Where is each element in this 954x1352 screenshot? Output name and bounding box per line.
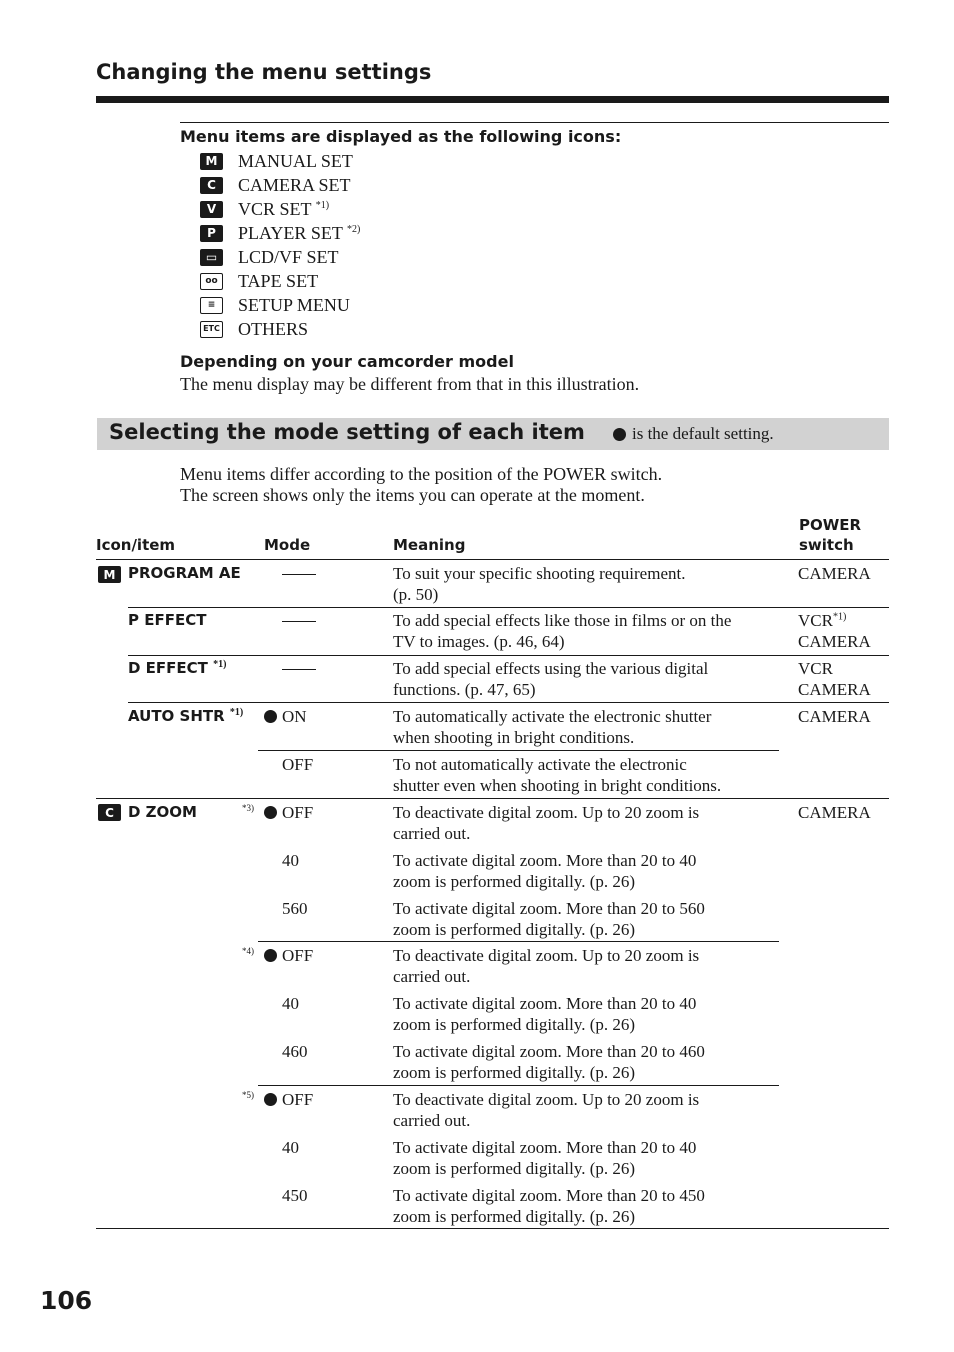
item-label-text: AUTO SHTR [128, 707, 225, 725]
meaning-text: (p. 50) [393, 585, 439, 604]
icon-label: OTHERS [238, 318, 309, 339]
col-header-mode: Mode [264, 536, 311, 554]
lcd-vf-set-icon: ▭ [200, 249, 223, 266]
model-note: The menu display may be different from that in this illustration. [180, 374, 640, 394]
table-rule [96, 559, 889, 560]
icon-row-others [200, 317, 308, 341]
default-dot-icon [613, 428, 626, 441]
col-header-meaning: Meaning [393, 536, 466, 554]
mode-value [264, 945, 313, 966]
power-switch: CAMERA [798, 632, 871, 651]
power-switch: VCR [798, 659, 833, 678]
mode-text: ON [282, 707, 307, 726]
section-header-bar [97, 418, 889, 450]
default-note-text: is the default setting. [632, 424, 774, 443]
section-title: Selecting the mode setting of each item [109, 420, 585, 444]
meaning-text: To suit your specific shooting requirement. [393, 564, 686, 583]
meaning-text: To add special effects using the various digital [393, 659, 709, 678]
icon-label: MANUAL SET [238, 150, 353, 171]
item-label [128, 658, 226, 679]
icon-label-text: VCR SET [238, 198, 312, 219]
meaning-text: carried out. [393, 1111, 471, 1130]
mode-value: 460 [282, 1042, 308, 1061]
meaning-text: To add special effects like those in films or on the [393, 611, 732, 630]
table-rule [258, 1085, 779, 1086]
meaning-text: To activate digital zoom. More than 20 to 40 [393, 1138, 697, 1157]
meaning-text: To not automatically activate the electronic [393, 755, 687, 774]
meaning-text: zoom is performed digitally. (p. 26) [393, 1015, 636, 1034]
icon-label: SETUP MENU [238, 294, 350, 315]
power-switch: CAMERA [798, 707, 871, 726]
table-rule [96, 1228, 889, 1229]
footnote-mark: *1) [213, 659, 227, 670]
manual-set-icon: M [98, 566, 121, 583]
model-heading: Depending on your camcorder model [180, 352, 514, 371]
mode-text: OFF [282, 1090, 314, 1109]
item-label: PROGRAM AE [128, 564, 241, 582]
meaning-text: To activate digital zoom. More than 20 to 560 [393, 899, 705, 918]
meaning-text: To automatically activate the electronic shutter [393, 707, 712, 726]
default-dot-icon [264, 949, 277, 962]
icon-label-text: PLAYER SET [238, 222, 343, 243]
camera-set-icon: C [200, 177, 223, 194]
meaning-text: zoom is performed digitally. (p. 26) [393, 872, 636, 891]
default-dot-icon [264, 710, 277, 723]
meaning-text: To activate digital zoom. More than 20 to 40 [393, 994, 697, 1013]
mode-dash [282, 669, 316, 670]
mode-text: OFF [282, 803, 314, 822]
footnote-mark: *4) [242, 946, 254, 956]
meaning-text: To deactivate digital zoom. Up to 20 zoom is [393, 946, 700, 965]
mode-value [264, 802, 313, 823]
default-note [613, 424, 774, 444]
meaning-text: carried out. [393, 824, 471, 843]
footnote-mark: *5) [242, 1090, 254, 1100]
mode-value: OFF [282, 755, 314, 774]
table-rule [128, 607, 889, 608]
col-header-power: POWER [799, 516, 862, 534]
mode-value: 450 [282, 1186, 308, 1205]
table-rule [96, 798, 889, 799]
item-label [128, 706, 243, 727]
meaning-text: carried out. [393, 967, 471, 986]
meaning-text: zoom is performed digitally. (p. 26) [393, 1063, 636, 1082]
icon-row-lcd-vf-set [200, 245, 339, 269]
mode-text: OFF [282, 946, 314, 965]
icon-label [238, 199, 329, 220]
manual-set-icon: M [200, 153, 223, 170]
meaning-text: functions. (p. 47, 65) [393, 680, 536, 699]
meaning-text: To activate digital zoom. More than 20 to 450 [393, 1186, 705, 1205]
vcr-set-icon: V [200, 201, 223, 218]
icon-row-manual-set [200, 149, 353, 173]
intro-line: The screen shows only the items you can operate at the moment. [180, 485, 645, 505]
mode-value [264, 1089, 313, 1110]
default-dot-icon [264, 1093, 277, 1106]
intro-line: Menu items differ according to the position of the POWER switch. [180, 464, 663, 484]
power-switch: CAMERA [798, 564, 871, 583]
table-rule [258, 750, 779, 751]
footnote-mark: *2) [347, 223, 361, 235]
page-number: 106 [40, 1286, 93, 1315]
menu-icons-box [180, 122, 889, 339]
others-icon: ETC [200, 321, 223, 338]
meaning-text: zoom is performed digitally. (p. 26) [393, 920, 636, 939]
camera-set-icon: C [98, 804, 121, 821]
item-label-text: D EFFECT [128, 659, 208, 677]
meaning-text: shutter even when shooting in bright conditions. [393, 776, 722, 795]
icon-row-player-set [200, 221, 360, 245]
meaning-text: when shooting in bright conditions. [393, 728, 635, 747]
icon-label: CAMERA SET [238, 174, 351, 195]
col-header-icon-item: Icon/item [96, 536, 176, 554]
meaning-text: To deactivate digital zoom. Up to 20 zoom is [393, 1090, 700, 1109]
power-switch [798, 610, 846, 631]
meaning-text: To activate digital zoom. More than 20 to 40 [393, 851, 697, 870]
power-switch-text: VCR [798, 611, 833, 630]
table-rule [128, 702, 889, 703]
table-rule [258, 941, 779, 942]
meaning-text: zoom is performed digitally. (p. 26) [393, 1207, 636, 1226]
title-rule [96, 96, 889, 103]
icon-row-vcr-set [200, 197, 329, 221]
icons-heading: Menu items are displayed as the following icons: [180, 127, 622, 146]
mode-value: 40 [282, 851, 299, 870]
col-header-power: switch [799, 536, 854, 554]
mode-dash [282, 621, 316, 622]
mode-dash [282, 574, 316, 575]
meaning-text: TV to images. (p. 46, 64) [393, 632, 565, 651]
item-label: D ZOOM [128, 803, 197, 821]
power-switch: CAMERA [798, 680, 871, 699]
setup-menu-icon: ≡ [200, 297, 223, 314]
icon-label: LCD/VF SET [238, 246, 339, 267]
icon-row-tape-set [200, 269, 318, 293]
meaning-text: To activate digital zoom. More than 20 to 460 [393, 1042, 705, 1061]
table-rule [128, 655, 889, 656]
mode-value [264, 706, 307, 727]
icon-label [238, 223, 360, 244]
footnote-mark: *3) [242, 803, 254, 813]
meaning-text: zoom is performed digitally. (p. 26) [393, 1159, 636, 1178]
player-set-icon: P [200, 225, 223, 242]
mode-value: 40 [282, 994, 299, 1013]
icon-row-camera-set [200, 173, 351, 197]
meaning-text: To deactivate digital zoom. Up to 20 zoom is [393, 803, 700, 822]
item-label: P EFFECT [128, 611, 207, 629]
footnote-mark: *1) [315, 199, 330, 211]
footnote-mark: *1) [229, 707, 244, 718]
tape-set-icon: oo [200, 273, 223, 290]
icon-row-setup-menu [200, 293, 350, 317]
power-switch: CAMERA [798, 803, 871, 822]
footnote-mark: *1) [832, 611, 847, 623]
icon-label: TAPE SET [238, 270, 319, 291]
default-dot-icon [264, 806, 277, 819]
mode-value: 560 [282, 899, 308, 918]
page-title: Changing the menu settings [96, 60, 432, 84]
mode-value: 40 [282, 1138, 299, 1157]
